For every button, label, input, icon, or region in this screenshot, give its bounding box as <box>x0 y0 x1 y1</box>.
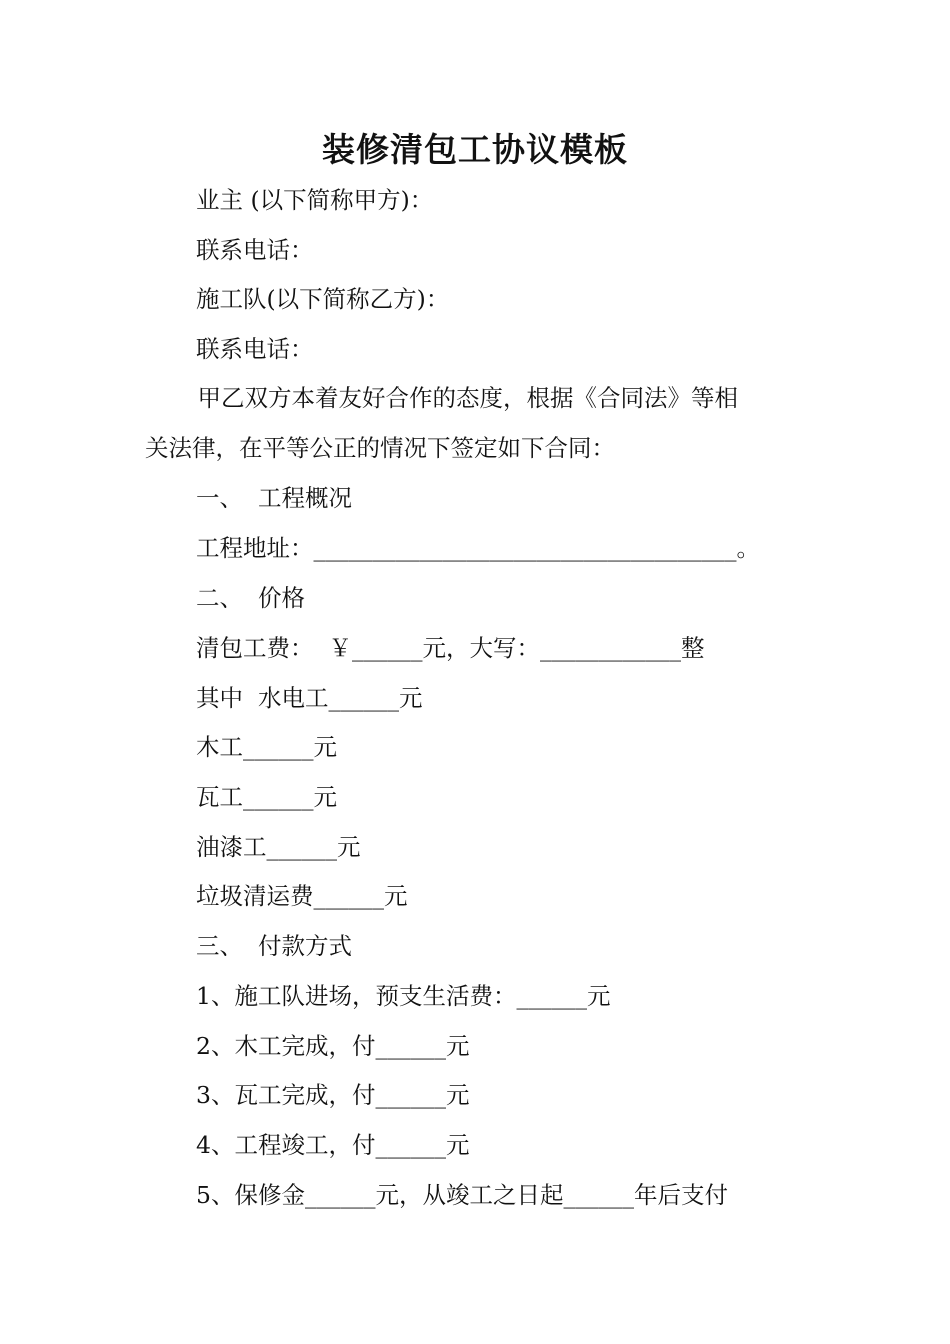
waste-removal-line: 垃圾清运费______元 <box>196 882 408 910</box>
project-address-line: 工程地址：____________________________________。 <box>196 534 760 562</box>
painting-line: 油漆工______元 <box>196 833 361 861</box>
owner-line: 业主 (以下简称甲方)： <box>196 186 434 214</box>
contractor-line: 施工队(以下简称乙方)： <box>196 285 450 313</box>
payment-item-5: 5、保修金______元，从竣工之日起______年后支付 <box>196 1181 728 1209</box>
preamble-line-2: 关法律，在平等公正的情况下签定如下合同： <box>145 434 615 462</box>
payment-item-4: 4、工程竣工，付______元 <box>196 1131 470 1159</box>
payment-item-1: 1、施工队进场，预支生活费：______元 <box>196 982 611 1010</box>
payment-item-2: 2、木工完成，付______元 <box>196 1032 470 1060</box>
preamble-line-1: 甲乙双方本着友好合作的态度，根据《合同法》等相 <box>190 384 738 412</box>
owner-phone-line: 联系电话： <box>196 236 314 264</box>
document-title: 装修清包工协议模板 <box>322 130 628 169</box>
contractor-phone-line: 联系电话： <box>196 335 314 363</box>
labor-fee-line: 清包工费： ￥______元，大写：____________整 <box>196 634 705 662</box>
section-heading-project: 一、 工程概况 <box>196 484 352 512</box>
tiling-line: 瓦工______元 <box>196 783 337 811</box>
payment-item-3: 3、瓦工完成，付______元 <box>196 1081 470 1109</box>
plumbing-electric-line: 其中 水电工______元 <box>196 684 423 712</box>
carpentry-line: 木工______元 <box>196 733 337 761</box>
section-heading-payment: 三、 付款方式 <box>196 932 352 960</box>
section-heading-price: 二、 价格 <box>196 584 305 612</box>
